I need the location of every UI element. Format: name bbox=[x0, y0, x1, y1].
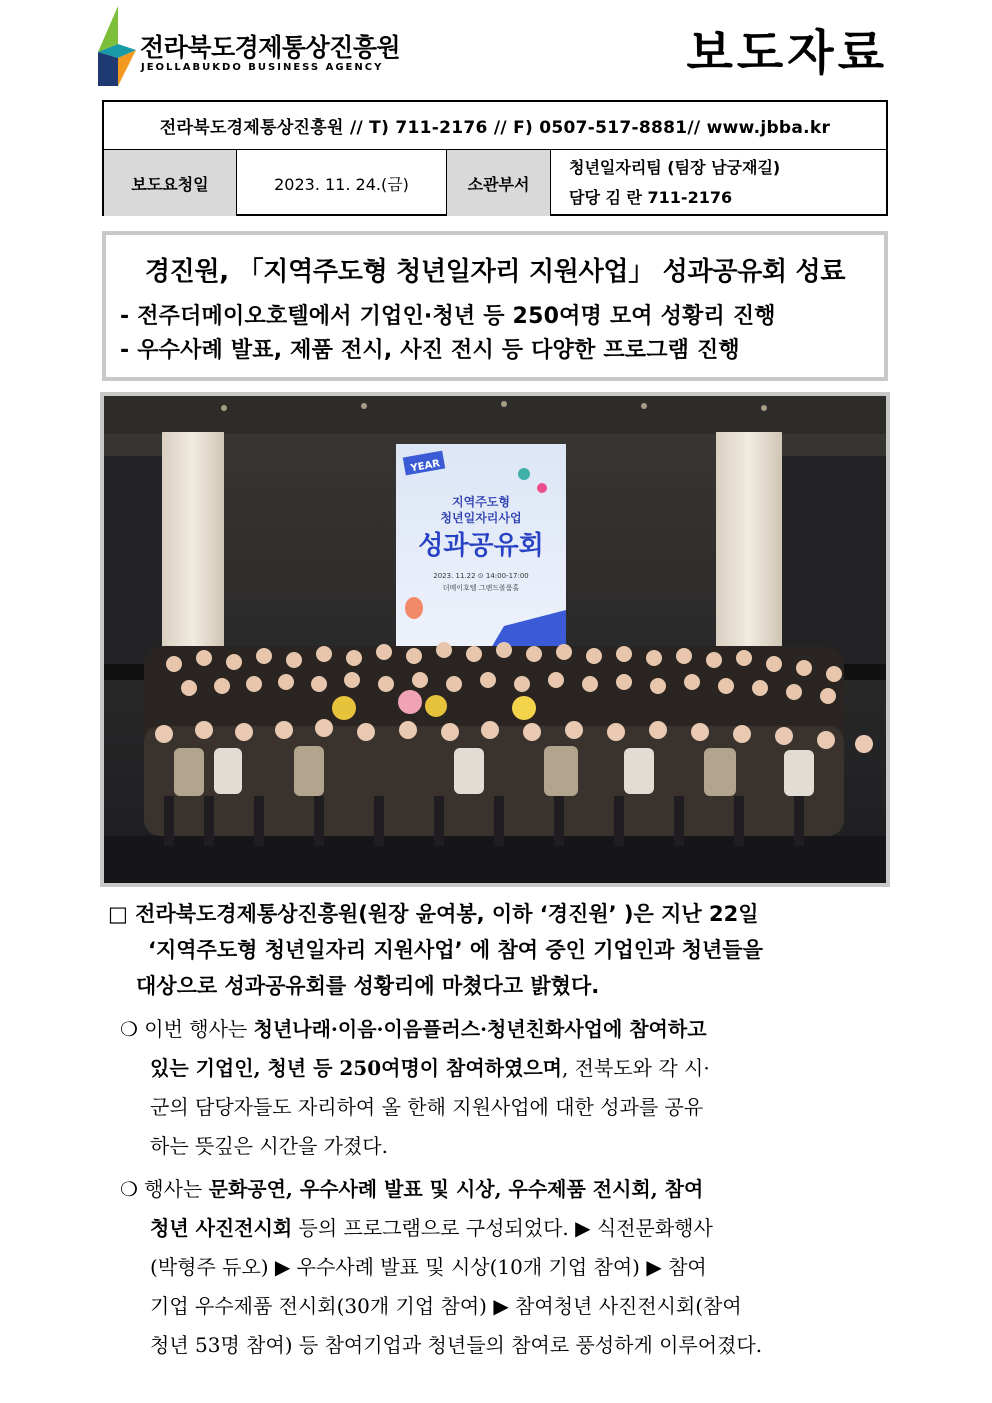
info-row bbox=[104, 150, 886, 216]
jbba-logo-icon bbox=[96, 6, 144, 86]
request-date-label: 보도요청일 bbox=[104, 150, 236, 216]
org-logo bbox=[96, 6, 401, 86]
screen-line-2: 청년일자리사업 bbox=[440, 511, 522, 525]
event-photo bbox=[100, 392, 890, 887]
p2-line-5: 청년 53명 참여) 등 참여기업과 청년들의 참여로 풍성하게 이루어졌다. bbox=[150, 1333, 763, 1357]
circle-bullet-icon: ❍ bbox=[120, 1017, 138, 1041]
headline-title: 경진원, 「지역주도형 청년일자리 지원사업」 성과공유회 성료 bbox=[144, 257, 846, 287]
p2-text-2a: 청년 사진전시회 bbox=[150, 1216, 293, 1240]
event-photo-illustration bbox=[104, 396, 886, 883]
lead-line-1 bbox=[108, 896, 898, 932]
lead-line-2: ‘지역주도형 청년일자리 지원사업’ 에 참여 중인 기업인과 청년들을 bbox=[148, 938, 763, 962]
p1-text-1a: 이번 행사는 bbox=[144, 1017, 254, 1041]
p2-text-2b: 등의 프로그램으로 구성되었다. ▶ 식전문화행사 bbox=[292, 1216, 713, 1240]
lead-line-3: 대상으로 성과공유회를 성황리에 마쳤다고 밝혔다. bbox=[136, 974, 600, 998]
org-name: 전라북도경제통상진흥원 bbox=[140, 33, 401, 62]
p1-line-1 bbox=[120, 1010, 900, 1049]
lead-paragraph bbox=[108, 896, 898, 1004]
request-date: 2023. 11. 24.(금) bbox=[236, 150, 446, 216]
p1-line-3: 군의 담당자들도 자리하여 올 한해 지원사업에 대한 성과를 공유 bbox=[150, 1095, 704, 1119]
p1-text-1b: 청년나래·이음·이음플러스·청년친화사업에 참여하고 bbox=[253, 1017, 707, 1041]
doc-type-title: 보도자료 bbox=[686, 25, 888, 81]
p2-text-1a: 행사는 bbox=[144, 1177, 209, 1201]
dept-label: 소관부서 bbox=[446, 150, 550, 216]
p1-text-2a: 있는 기업인, 청년 등 250여명이 참여하였으며 bbox=[150, 1056, 562, 1080]
screen-line-1: 지역주도형 bbox=[452, 495, 510, 509]
headline-sub-2: - 우수사례 발표, 제품 전시, 사진 전시 등 다양한 프로그램 진행 bbox=[120, 338, 740, 363]
p1-line-4: 하는 뜻깊은 시간을 가졌다. bbox=[150, 1134, 388, 1158]
p1-line-2 bbox=[120, 1049, 900, 1088]
screen-title: 성과공유회 bbox=[418, 531, 544, 561]
paragraph-2 bbox=[120, 1170, 900, 1365]
p1-text-2b: , 전북도와 각 시· bbox=[561, 1056, 710, 1080]
info-table bbox=[102, 100, 888, 216]
p2-line-3: (박형주 듀오) ▶ 우수사례 발표 및 시상(10개 기업 참여) ▶ 참여 bbox=[150, 1255, 707, 1279]
org-name-en: JEOLLABUKDO BUSINESS AGENCY bbox=[141, 62, 384, 73]
p2-line-1 bbox=[120, 1170, 900, 1209]
headline-box bbox=[102, 231, 888, 381]
p2-line-2 bbox=[120, 1209, 900, 1248]
lead-text-1: 전라북도경제통상진흥원(원장 윤여봉, 이하 ‘경진원’ )은 지난 22일 bbox=[135, 902, 759, 926]
circle-bullet-icon: ❍ bbox=[120, 1177, 138, 1201]
square-bullet-icon: □ bbox=[108, 902, 128, 926]
dept-info bbox=[550, 150, 886, 216]
p2-text-1b: 문화공연, 우수사례 발표 및 시상, 우수제품 전시회, 참여 bbox=[208, 1177, 704, 1201]
p2-line-4: 기업 우수제품 전시회(30개 기업 참여) ▶ 참여청년 사진전시회(참여 bbox=[150, 1294, 742, 1318]
dept-team: 청년일자리팀 (팀장 남궁재길) bbox=[569, 158, 781, 177]
screen-badge: YEAR bbox=[409, 458, 441, 475]
headline-sub-1: - 전주더메이오호텔에서 기업인·청년 등 250여명 모여 성황리 진행 bbox=[120, 304, 776, 329]
paragraph-1 bbox=[120, 1010, 900, 1166]
screen-venue: 더메이호텔 그랜드볼룸홀 bbox=[442, 584, 520, 592]
screen-date: 2023. 11.22 ⊙ 14:00-17:00 bbox=[433, 572, 529, 580]
dept-contact: 담당 김 란 711-2176 bbox=[569, 188, 733, 207]
contact-line: 전라북도경제통상진흥원 // T) 711-2176 // F) 0507-517-8881// www.jbba.kr bbox=[104, 102, 886, 150]
